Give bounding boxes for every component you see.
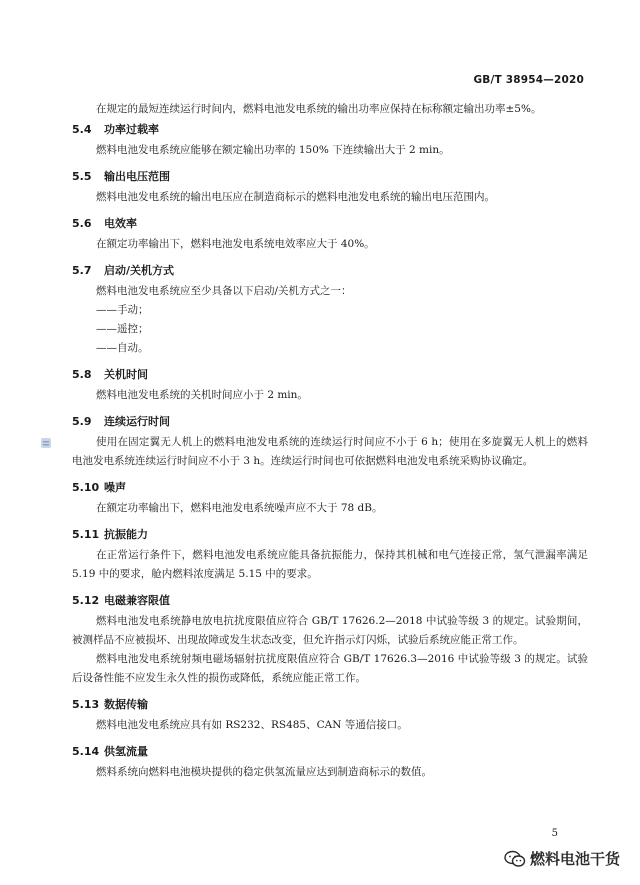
section-title: 电效率 <box>104 217 137 230</box>
section <box>72 260 588 358</box>
section-heading <box>72 741 588 763</box>
section-title: 数据传输 <box>104 698 148 711</box>
section-paragraph: 燃料电池发电系统的输出电压应在制造商标示的燃料电池发电系统的输出电压范围内。 <box>96 191 495 203</box>
section-heading <box>72 590 588 612</box>
wechat-icon <box>504 850 526 868</box>
section-paragraph: 使用在固定翼无人机上的燃料电池发电系统的连续运行时间应不小于 6 h；使用在多旋翼无人机上的燃料电池发电系统连续运行时间应不小于 3 h。连续运行时间也可依据燃料电池发电系统采购协议确定。 <box>72 436 588 467</box>
list-item: ——手动； <box>96 304 149 316</box>
section-title: 供氢流量 <box>104 745 148 758</box>
section-title: 连续运行时间 <box>104 415 170 428</box>
section-heading <box>72 213 588 235</box>
section <box>72 364 588 405</box>
section-heading <box>72 524 588 546</box>
section-number: 5.7 <box>72 264 92 277</box>
section-heading <box>72 260 588 282</box>
document-body <box>72 100 588 788</box>
section-title: 输出电压范围 <box>104 170 170 183</box>
section-paragraph: 燃料电池发电系统应至少具备以下启动/关机方式之一： <box>96 285 352 297</box>
section-heading <box>72 119 588 141</box>
section-number: 5.4 <box>72 123 92 136</box>
section <box>72 694 588 735</box>
watermark <box>504 848 620 869</box>
section-paragraph: 燃料电池发电系统应具有如 RS232、RS485、CAN 等通信接口。 <box>96 719 408 731</box>
section-paragraph: 燃料电池发电系统应能够在额定输出功率的 150% 下连续输出大于 2 min。 <box>96 144 450 156</box>
section <box>72 524 588 584</box>
section-paragraph: 在额定功率输出下，燃料电池发电系统电效率应大于 40%。 <box>96 238 375 250</box>
section <box>72 590 588 688</box>
section-number: 5.14 <box>72 745 100 758</box>
section-title: 启动/关机方式 <box>104 264 175 277</box>
standard-code: GB/T 38954—2020 <box>473 74 584 86</box>
section-title: 抗振能力 <box>104 528 148 541</box>
section-number: 5.10 <box>72 481 100 494</box>
section-heading <box>72 477 588 499</box>
section <box>72 411 588 471</box>
section-title: 噪声 <box>104 481 126 494</box>
section-number: 5.6 <box>72 217 92 230</box>
section <box>72 166 588 207</box>
section-heading <box>72 694 588 716</box>
section-paragraph: 燃料电池发电系统射频电磁场辐射抗扰度限值应符合 GB/T 17626.3—2016 中试验等级 3 的规定。试验后设备性能不应发生永久性的损伤或降低，系统应能正常工作。 <box>72 653 588 684</box>
section-number: 5.13 <box>72 698 100 711</box>
section <box>72 741 588 782</box>
section <box>72 119 588 160</box>
section-number: 5.11 <box>72 528 100 541</box>
section <box>72 213 588 254</box>
section-title: 功率过载率 <box>104 123 159 136</box>
section-paragraph: 燃料系统向燃料电池模块提供的稳定供氢流量应达到制造商标示的数值。 <box>96 766 432 778</box>
section-paragraph: 在正常运行条件下，燃料电池发电系统应能具备抗振能力，保持其机械和电气连接正常，氢气泄漏率满足 5.19 中的要求，舱内燃料浓度满足 5.15 中的要求。 <box>72 549 588 580</box>
list-item: ——遥控； <box>96 323 149 335</box>
section-title: 电磁兼容限值 <box>104 594 170 607</box>
section-heading <box>72 411 588 433</box>
watermark-text: 燃料电池干货 <box>529 850 620 868</box>
sections-list <box>72 119 588 782</box>
section-number: 5.12 <box>72 594 100 607</box>
margin-mark-icon <box>40 436 52 450</box>
section-number: 5.8 <box>72 368 92 381</box>
section-title: 关机时间 <box>104 368 148 381</box>
page-number: 5 <box>551 828 558 839</box>
section-paragraph: 在额定功率输出下，燃料电池发电系统噪声应不大于 78 dB。 <box>96 502 383 514</box>
section-number: 5.5 <box>72 170 92 183</box>
section-heading <box>72 166 588 188</box>
section-heading <box>72 364 588 386</box>
section-number: 5.9 <box>72 415 92 428</box>
section-paragraph: 燃料电池发电系统的关机时间应小于 2 min。 <box>96 389 308 401</box>
intro-paragraph: 在规定的最短连续运行时间内，燃料电池发电系统的输出功率应保持在标称额定输出功率±5%。 <box>96 103 542 115</box>
list-item: ——自动。 <box>96 342 149 354</box>
section <box>72 477 588 518</box>
section-paragraph: 燃料电池发电系统静电放电抗扰度限值应符合 GB/T 17626.2—2018 中试验等级 3 的规定。试验期间，被测样品不应被损坏、出现故障或发生状态改变，但允许指示灯闪烁，试验后系统应能正常工作。 <box>72 615 588 646</box>
